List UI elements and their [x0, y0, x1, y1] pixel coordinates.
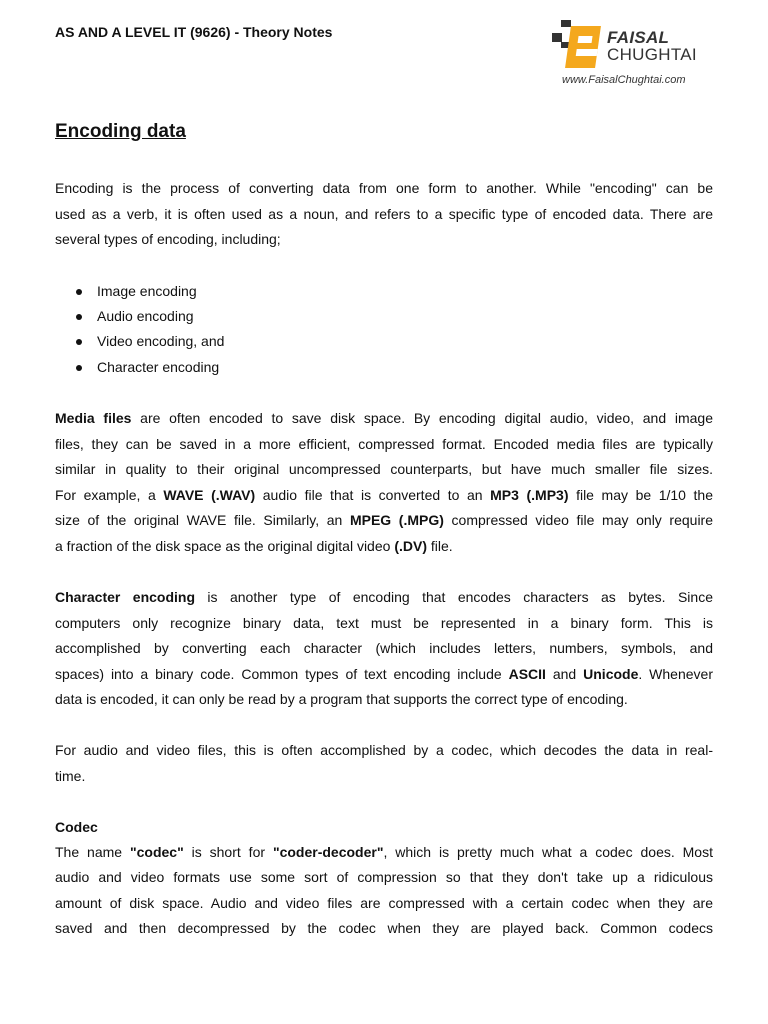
text: amount of disk space. Audio and video files are compressed with a certain codec when they are: [55, 894, 713, 911]
bold-text: "codec": [129, 844, 184, 860]
media-paragraph-line: [55, 487, 713, 503]
text: . Whenever: [638, 665, 713, 682]
media-paragraph-line: [55, 512, 713, 528]
codec-heading: Codec: [55, 819, 98, 835]
text: several types of encoding, including;: [55, 231, 281, 247]
logo-mark-icon: [565, 26, 601, 68]
bold-text: ASCII: [508, 665, 546, 682]
character-paragraph-line: [55, 640, 713, 656]
text: size of the original WAVE file. Similarly, an: [55, 512, 350, 529]
bullet-icon: [76, 365, 82, 371]
character-paragraph-line: [55, 666, 713, 682]
bold-text: Media files: [55, 410, 132, 426]
text: is short for: [183, 844, 273, 860]
media-paragraph-line: [55, 410, 713, 426]
bullet-icon: [76, 289, 82, 295]
bold-text: Character encoding: [55, 589, 196, 605]
text: file.: [426, 538, 453, 554]
text: similar in quality to their original uncompressed counterparts, but have much smaller file sizes.: [55, 461, 713, 478]
list-item: Audio encoding: [76, 308, 194, 324]
logo-url: www.FaisalChughtai.com: [562, 74, 686, 86]
bullet-icon: [76, 314, 82, 320]
bold-text: "coder-decoder": [272, 844, 384, 860]
character-paragraph-line: [55, 589, 713, 605]
bold-text: (.DV): [394, 538, 427, 554]
bold-text: Unicode: [583, 665, 639, 682]
list-item: Character encoding: [76, 359, 219, 375]
text: file may be 1/10 the: [568, 486, 714, 503]
text: accomplished by converting each character (which includes letters, numbers, symbols, and: [55, 640, 713, 656]
text: audio and video formats use some sort of compression so that they don't take up a ridiculous: [55, 869, 713, 886]
page-title: Encoding data: [55, 121, 186, 142]
media-paragraph-line: [55, 461, 713, 477]
bullet-icon: [76, 339, 82, 345]
list-item: Image encoding: [76, 283, 197, 299]
logo-name-line2: CHUGHTAI: [607, 45, 697, 64]
logo-square-icon: [552, 33, 562, 42]
text: audio file that is converted to an: [255, 486, 491, 503]
text: files, they can be saved in a more efficient, compressed format. Encoded media files are typically: [55, 435, 713, 452]
text: used as a verb, it is often used as a noun, and refers to a specific type of encoded data. There are: [55, 205, 713, 222]
codec-paragraph-line: [55, 895, 713, 911]
text: , which is pretty much what a codec does. Most: [383, 844, 713, 860]
text: compressed video file may only require: [443, 512, 714, 529]
intro-paragraph-line: [55, 206, 713, 222]
codec-paragraph-line: [55, 844, 713, 860]
intro-paragraph-line: [55, 231, 713, 247]
bold-text: WAVE (.WAV): [163, 486, 256, 503]
text: computers only recognize binary data, text must be represented in a binary form. This is: [55, 614, 713, 631]
codec-paragraph-line: [55, 920, 713, 936]
text: is another type of encoding that encodes characters as bytes. Since: [195, 589, 713, 605]
text: saved and then decompressed by the codec when they are played back. Common codecs: [55, 919, 713, 936]
list-item: Video encoding, and: [76, 333, 224, 349]
text: data is encoded, it can only be read by a program that supports the correct type of encoding.: [55, 691, 628, 707]
text: and: [545, 665, 584, 682]
text: For audio and video files, this is often accomplished by a codec, which decodes the data in real-: [55, 742, 713, 758]
codec-paragraph-line: [55, 869, 713, 885]
text: Encoding is the process of converting data from one form to another. While "encoding" can be: [55, 180, 713, 196]
text: time.: [55, 767, 86, 784]
logo-square-icon: [561, 20, 571, 27]
bold-text: MPEG (.MPG): [349, 512, 444, 529]
character-paragraph-line: [55, 691, 713, 707]
text: are often encoded to save disk space. By encoding digital audio, video, and image: [131, 410, 713, 426]
text: spaces) into a binary code. Common types of text encoding include: [55, 665, 509, 682]
media-paragraph-line: [55, 436, 713, 452]
media-paragraph-line: [55, 538, 713, 554]
audio-paragraph-line: [55, 768, 713, 784]
text: For example, a: [55, 486, 164, 503]
document-header: AS AND A LEVEL IT (9626) - Theory Notes: [55, 24, 333, 40]
character-paragraph-line: [55, 615, 713, 631]
bold-text: MP3 (.MP3): [490, 486, 569, 503]
text: a fraction of the disk space as the original digital video: [55, 538, 395, 554]
intro-paragraph-line: [55, 180, 713, 196]
text: The name: [55, 844, 130, 860]
logo-name-line1: FAISAL: [607, 28, 670, 47]
faisal-chughtai-logo: [552, 20, 722, 92]
audio-paragraph-line: [55, 742, 713, 758]
